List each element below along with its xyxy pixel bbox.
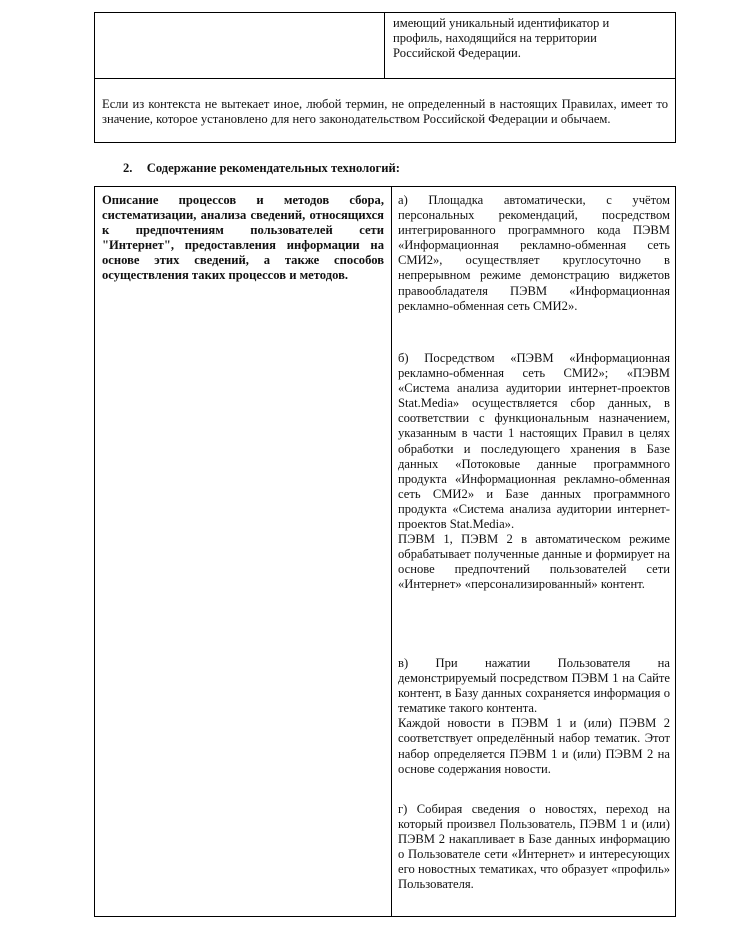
definition-line: профиль, находящийся на территории — [393, 31, 597, 46]
section-number: 2. — [123, 161, 133, 175]
methods-description-text: Описание процессов и методов сбора, систематизации, анализа сведений, относящихся к предпочтениям пользователей сети "Интернет", предоставления информации на основе этих сведений, а также способов осуществления таких процессов и методов. — [102, 193, 384, 283]
tech-item-a-text: а) Площадка автоматически, с учётом персональных рекомендаций, посредством интегрированного программного кода ПЭВМ «Информационная рекламно-обменная сеть СМИ2», осуществляет круглосуточно в непрерывном режиме демонстрацию виджетов правообладателя ПЭВМ «Информационная рекламно-обменная сеть СМИ2». — [398, 193, 670, 313]
terms-note — [102, 97, 668, 127]
section-title: Содержание рекомендательных технологий: — [146, 161, 400, 175]
tech-item-a — [398, 193, 670, 314]
tech-item-b-text: б) Посредством «ПЭВМ «Информационная рекламно-обменная сеть СМИ2»; «ПЭВМ «Система анализа аудитории интернет-проектов Stat.Media» осуществляется сбор данных, в соответствии с функциональным назначением, указанным в части 1 настоящих Правил в целях обработки и последующего хранения в Базе данных «Потоковые данные программного продукта «Информационная рекламно-обменная сеть СМИ2» и Базе данных программного продукта «Система анализа аудитории интернет-проектов Stat.Media». — [398, 351, 670, 532]
tech-item-c-text-2: Каждой новости в ПЭВМ 1 и (или) ПЭВМ 2 соответствует определённый набор тематик. Этот набор определяется ПЭВМ 1 и (или) ПЭВМ 2 на основе содержания новости. — [398, 716, 670, 776]
definition-line: Российской Федерации. — [393, 46, 521, 61]
definition-cell — [393, 16, 668, 61]
tech-item-c-text: в) При нажатии Пользователя на демонстрируемый посредством ПЭВМ 1 на Сайте контент, в Базу данных сохраняется информация о тематике такого контента. — [398, 656, 670, 716]
tech-item-d-text: г) Собирая сведения о новостях, переход на который произвел Пользователь, ПЭВМ 1 и (или) ПЭВМ 2 накапливает в Базе данных информацию о Пользователе сети «Интернет» и интересующих его новостных тематиках, что образует «профиль» Пользователя. — [398, 802, 670, 892]
tech-item-d — [398, 802, 670, 893]
definition-line: имеющий уникальный идентификатор и — [393, 16, 610, 30]
tech-item-c — [398, 656, 670, 777]
terms-note-text: Если из контекста не вытекает иное, любой термин, не определенный в настоящих Правилах, имеет то значение, которое установлено для него законодательством Российской Федерации и обычаем. — [102, 97, 668, 127]
tech-item-b-text-2: ПЭВМ 1, ПЭВМ 2 в автоматическом режиме обрабатывает полученные данные и формирует на основе предпочтений пользователей сети «Интернет» «персонализированный» контент. — [398, 532, 670, 592]
section-heading — [123, 161, 543, 176]
tech-item-b — [398, 351, 670, 593]
methods-description-heading — [102, 193, 384, 284]
